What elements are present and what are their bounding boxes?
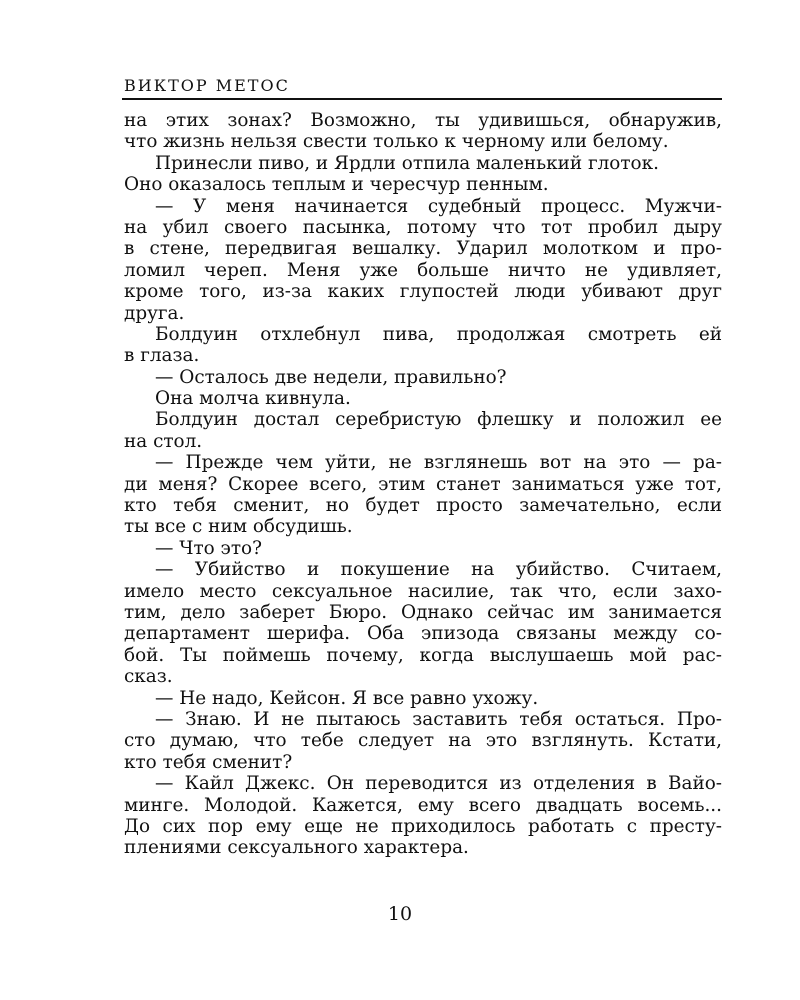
text-line: ломил череп. Меня уже больше ничто не удивляет, <box>124 259 722 281</box>
text-line: Принесли пиво, и Ярдли отпила маленький глоток. <box>155 152 659 174</box>
text-line: — Что это? <box>155 537 262 559</box>
text-line: плениями сексуального характера. <box>124 837 469 859</box>
text-line: департамент шерифа. Оба эпизода связаны между со- <box>124 623 722 645</box>
page-number: 10 <box>387 903 413 925</box>
text-line: тим, дело заберет Бюро. Однако сейчас им занимается <box>124 601 722 623</box>
text-line: на убил своего пасынка, потому что тот пробил дыру <box>124 216 722 238</box>
text-line: ты все с ним обсудишь. <box>124 516 353 538</box>
text-line: кроме того, из-за каких глупостей люди убивают друг <box>124 281 722 303</box>
text-line: Оно оказалось теплым и чересчур пенным. <box>124 174 549 196</box>
text-line: Она молча кивнула. <box>155 388 351 410</box>
text-line: — Убийство и покушение на убийство. Считаем, <box>155 559 722 581</box>
text-line: Болдуин отхлебнул пива, продолжая смотреть ей <box>155 323 722 345</box>
text-line: — Осталось две недели, правильно? <box>155 366 507 388</box>
text-line: сказ. <box>124 666 173 688</box>
text-line: — Кайл Джекс. Он переводится из отделения в Вайо- <box>155 773 722 795</box>
text-line: бой. Ты поймешь почему, когда выслушаешь мой рас- <box>124 644 722 666</box>
text-line: в глаза. <box>124 345 200 367</box>
text-line: в стене, передвигая вешалку. Ударил молотком и про- <box>124 238 722 260</box>
running-title: ВИКТОР МЕТОС <box>124 76 290 95</box>
text-line: — Не надо, Кейсон. Я все равно ухожу. <box>155 687 539 709</box>
text-line: — Знаю. И не пытаюсь заставить тебя остаться. Про- <box>155 708 722 730</box>
text-line: на этих зонах? Возможно, ты удивишься, обнаружив, <box>124 110 722 131</box>
text-line: на стол. <box>124 430 203 452</box>
text-line: имело место сексуальное насилие, так что, если захо- <box>124 580 722 602</box>
text-line: кто тебя сменит? <box>124 751 293 773</box>
text-line: друга. <box>124 302 185 324</box>
text-line: что жизнь нельзя свести только к черному или белому. <box>124 131 669 153</box>
text-line: минге. Молодой. Кажется, ему всего двадцать восемь... <box>124 794 722 816</box>
text-line: До сих пор ему еще не приходилось работать с престу- <box>124 815 722 837</box>
text-line: ди меня? Скорее всего, этим станет заниматься уже тот, <box>124 473 722 495</box>
text-line: — У меня начинается судебный процесс. Мужчи- <box>155 195 722 217</box>
text-line: Болдуин достал серебристую флешку и положил ее <box>155 409 722 431</box>
text-line: сто думаю, что тебе следует на это взглянуть. Кстати, <box>124 730 722 752</box>
text-line: — Прежде чем уйти, не взглянешь вот на это — ра- <box>155 452 722 474</box>
body-text <box>124 110 722 859</box>
text-line: кто тебя сменит, но будет просто замечательно, если <box>124 495 722 517</box>
header-rule <box>122 98 722 100</box>
